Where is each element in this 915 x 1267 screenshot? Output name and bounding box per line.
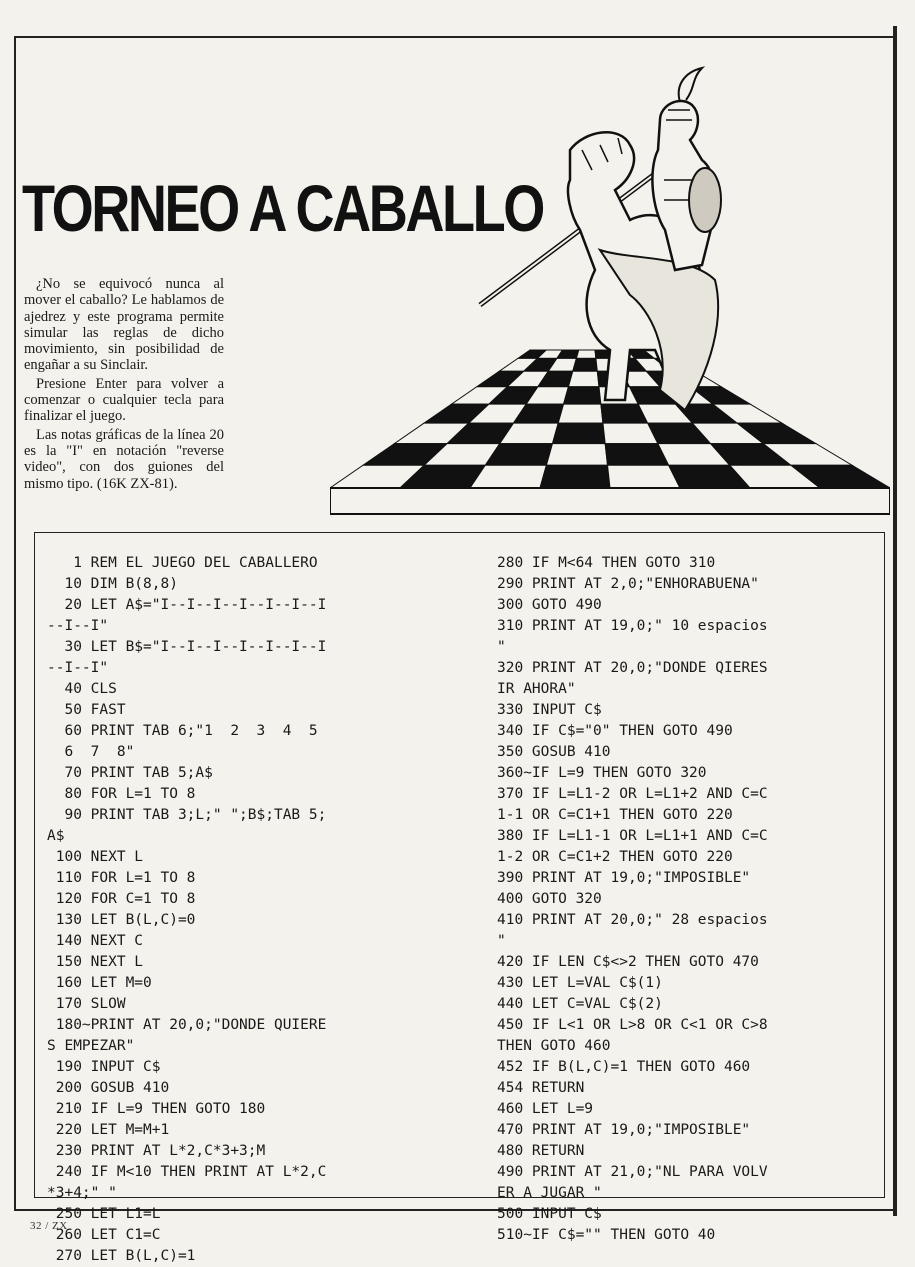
code-line: 140 NEXT C (47, 933, 144, 949)
code-line: 180~PRINT AT 20,0;"DONDE QUIERE (47, 1017, 327, 1033)
code-line: 1-2 OR C=C1+2 THEN GOTO 220 (497, 849, 733, 865)
code-line: 6 7 8" (47, 744, 135, 760)
code-line: --I--I" (47, 618, 109, 634)
code-line: 20 LET A$="I--I--I--I--I--I--I (47, 597, 327, 613)
code-line: 460 LET L=9 (497, 1101, 594, 1117)
code-line: 270 LET B(L,C)=1 (47, 1248, 196, 1264)
code-line: 452 IF B(L,C)=1 THEN GOTO 460 (497, 1059, 751, 1075)
code-line: ER A JUGAR " (497, 1185, 602, 1201)
board-square (558, 404, 603, 423)
code-line: 470 PRINT AT 19,0;"IMPOSIBLE" (497, 1122, 751, 1138)
code-line: 150 NEXT L (47, 954, 144, 970)
knight-on-chessboard-illustration (330, 50, 890, 515)
code-line: 300 GOTO 490 (497, 597, 602, 613)
intro-paragraph: Presione Enter para volver a comenzar o cualquier tecla para finalizar el juego. (24, 375, 224, 425)
board-base (330, 488, 890, 514)
code-line: 1 REM EL JUEGO DEL CABALLERO (47, 555, 318, 571)
code-line: --I--I" (47, 660, 109, 676)
code-line: 40 CLS (47, 681, 117, 697)
frame-top-rule (14, 36, 894, 38)
code-line: *3+4;" " (47, 1185, 117, 1201)
board-square (546, 444, 607, 466)
code-line: 260 LET C1=C (47, 1227, 161, 1243)
code-line: 120 FOR C=1 TO 8 (47, 891, 196, 907)
code-line: 210 IF L=9 THEN GOTO 180 (47, 1101, 266, 1117)
code-line: 380 IF L=L1-1 OR L=L1+1 AND C=C (497, 828, 768, 844)
intro-text (24, 276, 224, 494)
article-title: TORNEO A CABALLO (22, 171, 543, 245)
code-line: 220 LET M=M+1 (47, 1122, 170, 1138)
code-line: 410 PRINT AT 20,0;" 28 espacios (497, 912, 768, 928)
code-line: 510~IF C$="" THEN GOTO 40 (497, 1227, 716, 1243)
code-line: 70 PRINT TAB 5;A$ (47, 765, 213, 781)
frame-right-rule (893, 26, 897, 1216)
board-square (552, 423, 605, 443)
code-line: 190 INPUT C$ (47, 1059, 161, 1075)
intro-paragraph: Las notas gráficas de la línea 20 es la "I" en notación "reverse video", con dos guiones del mismo tipo. (16K ZX-81). (24, 426, 224, 492)
code-line: 1-1 OR C=C1+1 THEN GOTO 220 (497, 807, 733, 823)
code-line: 110 FOR L=1 TO 8 (47, 870, 196, 886)
helmet-plume (679, 68, 702, 102)
code-line: " (497, 933, 506, 949)
board-square (564, 387, 601, 404)
code-line: 450 IF L<1 OR L>8 OR C<1 OR C>8 (497, 1017, 768, 1033)
code-line: 30 LET B$="I--I--I--I--I--I--I (47, 639, 327, 655)
code-column-left (47, 553, 326, 1267)
code-line: 390 PRINT AT 19,0;"IMPOSIBLE" (497, 870, 751, 886)
code-line: 440 LET C=VAL C$(2) (497, 996, 663, 1012)
board-square (573, 358, 598, 371)
code-line: 454 RETURN (497, 1080, 585, 1096)
code-line: 170 SLOW (47, 996, 126, 1012)
code-line: 10 DIM B(8,8) (47, 576, 178, 592)
code-line: 240 IF M<10 THEN PRINT AT L*2,C (47, 1164, 327, 1180)
code-line: 330 INPUT C$ (497, 702, 602, 718)
code-line: 320 PRINT AT 20,0;"DONDE QIERES (497, 660, 768, 676)
code-line: 490 PRINT AT 21,0;"NL PARA VOLV (497, 1164, 768, 1180)
code-line: 480 RETURN (497, 1143, 585, 1159)
code-line: 420 IF LEN C$<>2 THEN GOTO 470 (497, 954, 759, 970)
board-square (608, 465, 680, 488)
code-line: 310 PRINT AT 19,0;" 10 espacios (497, 618, 768, 634)
code-line: 230 PRINT AT L*2,C*3+3;M (47, 1143, 266, 1159)
code-line: 100 NEXT L (47, 849, 144, 865)
board-square (540, 465, 610, 488)
code-line: 340 IF C$="0" THEN GOTO 490 (497, 723, 733, 739)
code-line: THEN GOTO 460 (497, 1038, 611, 1054)
code-line: 250 LET L1=L (47, 1206, 161, 1222)
code-line: 290 PRINT AT 2,0;"ENHORABUENA" (497, 576, 759, 592)
code-line: 430 LET L=VAL C$(1) (497, 975, 663, 991)
code-line: 370 IF L=L1-2 OR L=L1+2 AND C=C (497, 786, 768, 802)
intro-paragraph: ¿No se equivocó nunca al mover el caballo? Le hablamos de ajedrez y este programa permite simular las reglas de dicho movimiento, sin posibilidad de engañar a su Sinclair. (24, 276, 224, 374)
code-line: A$ (47, 828, 65, 844)
code-line: IR AHORA" (497, 681, 576, 697)
code-line: 90 PRINT TAB 3;L;" ";B$;TAB 5; (47, 807, 327, 823)
code-line: S EMPEZAR" (47, 1038, 135, 1054)
code-line: 130 LET B(L,C)=0 (47, 912, 196, 928)
board-square (568, 371, 599, 386)
code-line: " (497, 639, 506, 655)
shield-icon (689, 168, 721, 232)
code-line: 60 PRINT TAB 6;"1 2 3 4 5 (47, 723, 318, 739)
code-column-right (497, 553, 768, 1246)
code-line: 400 GOTO 320 (497, 891, 602, 907)
code-line: 350 GOSUB 410 (497, 744, 611, 760)
code-line: 360~IF L=9 THEN GOTO 320 (497, 765, 707, 781)
code-line: 280 IF M<64 THEN GOTO 310 (497, 555, 716, 571)
code-line: 160 LET M=0 (47, 975, 152, 991)
frame-left-rule (14, 36, 16, 1211)
code-line: 80 FOR L=1 TO 8 (47, 786, 196, 802)
board-square (576, 350, 595, 358)
page-number: 32 / ZX (30, 1220, 68, 1232)
code-line: 50 FAST (47, 702, 126, 718)
code-line: 200 GOSUB 410 (47, 1080, 170, 1096)
code-line: 500 INPUT C$ (497, 1206, 602, 1222)
